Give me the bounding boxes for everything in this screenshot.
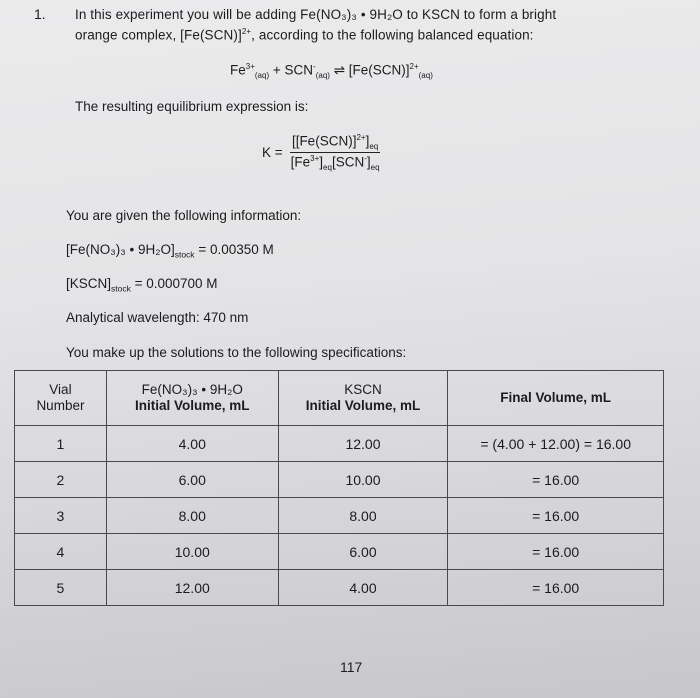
table-row: [15, 570, 664, 606]
vial-number-cell: 5: [15, 570, 107, 606]
final-volume-cell: = 16.00: [448, 498, 664, 534]
intro-line-1: In this experiment you will be adding Fe(NO₃)₃ • 9H₂O to KSCN to form a bright: [75, 7, 557, 22]
kscn-volume-cell: 6.00: [278, 534, 448, 570]
iron-volume-cell: 4.00: [106, 426, 278, 462]
iron-volume-cell: 8.00: [106, 498, 278, 534]
table-row: [15, 534, 664, 570]
header-vial-number: Vial Number: [15, 371, 107, 426]
equilibrium-expression: [262, 133, 382, 172]
final-volume-cell: = 16.00: [448, 534, 664, 570]
iron-volume-cell: 10.00: [106, 534, 278, 570]
kscn-volume-cell: 8.00: [278, 498, 448, 534]
vial-number-cell: 4: [15, 534, 107, 570]
info-heading: You are given the following information:: [66, 208, 302, 223]
table-row: [15, 426, 664, 462]
kscn-volume-cell: 12.00: [278, 426, 448, 462]
vial-number-cell: 3: [15, 498, 107, 534]
k-numerator: $[[Fe(SCN)]^{2+}]_{eq}$: [291, 133, 379, 152]
table-header-row: [15, 371, 664, 426]
question-intro: [75, 6, 635, 44]
stock-iron-concentration: [Fe(NO₃)₃ • $9H_2O]_{stock} = 0.00350$ M: [66, 242, 274, 260]
final-volume-cell: = 16.00: [448, 462, 664, 498]
k-denominator: $[Fe^{3+}]_{eq}[SCN^-]_{eq}$: [290, 154, 380, 173]
iron-volume-cell: 12.00: [106, 570, 278, 606]
kscn-volume-cell: 10.00: [278, 462, 448, 498]
solutions-table: [14, 370, 664, 602]
analytical-wavelength: Analytical wavelength: 470 nm: [66, 310, 249, 325]
vial-number-cell: 1: [15, 426, 107, 462]
spec-heading: You make up the solutions to the following specifications:: [66, 345, 407, 360]
header-final-volume: Final Volume, mL: [448, 371, 664, 426]
table-row: [15, 498, 664, 534]
kscn-volume-cell: 4.00: [278, 570, 448, 606]
k-label: K =: [262, 145, 283, 161]
stock-kscn-concentration: $[KSCN]_{stock} = 0.000700$ M: [66, 276, 218, 294]
balanced-equation: $Fe^{3+}_{(aq)} + SCN^-_{(aq)}$ ⇌ $[Fe(SCN)]^{2+}_{(aq)}$: [230, 62, 433, 81]
equilibrium-arrow: ⇌: [329, 62, 349, 78]
header-iron-volume: Fe(NO₃)₃ • 9H₂O Initial Volume, mL: [106, 371, 278, 426]
header-kscn-volume: KSCN Initial Volume, mL: [278, 371, 448, 426]
k-fraction: [289, 133, 382, 172]
final-volume-cell: = 16.00: [448, 570, 664, 606]
iron-volume-cell: 6.00: [106, 462, 278, 498]
intro-line-2: orange complex, $[Fe(SCN)]^{2+}$, according to the following balanced equation:: [75, 27, 534, 43]
page-number: 117: [340, 659, 363, 675]
result-text: The resulting equilibrium expression is:: [75, 99, 309, 114]
final-volume-cell: = (4.00 + 12.00) = 16.00: [448, 426, 664, 462]
vial-number-cell: 2: [15, 462, 107, 498]
question-number: 1.: [34, 6, 46, 22]
table-row: [15, 462, 664, 498]
